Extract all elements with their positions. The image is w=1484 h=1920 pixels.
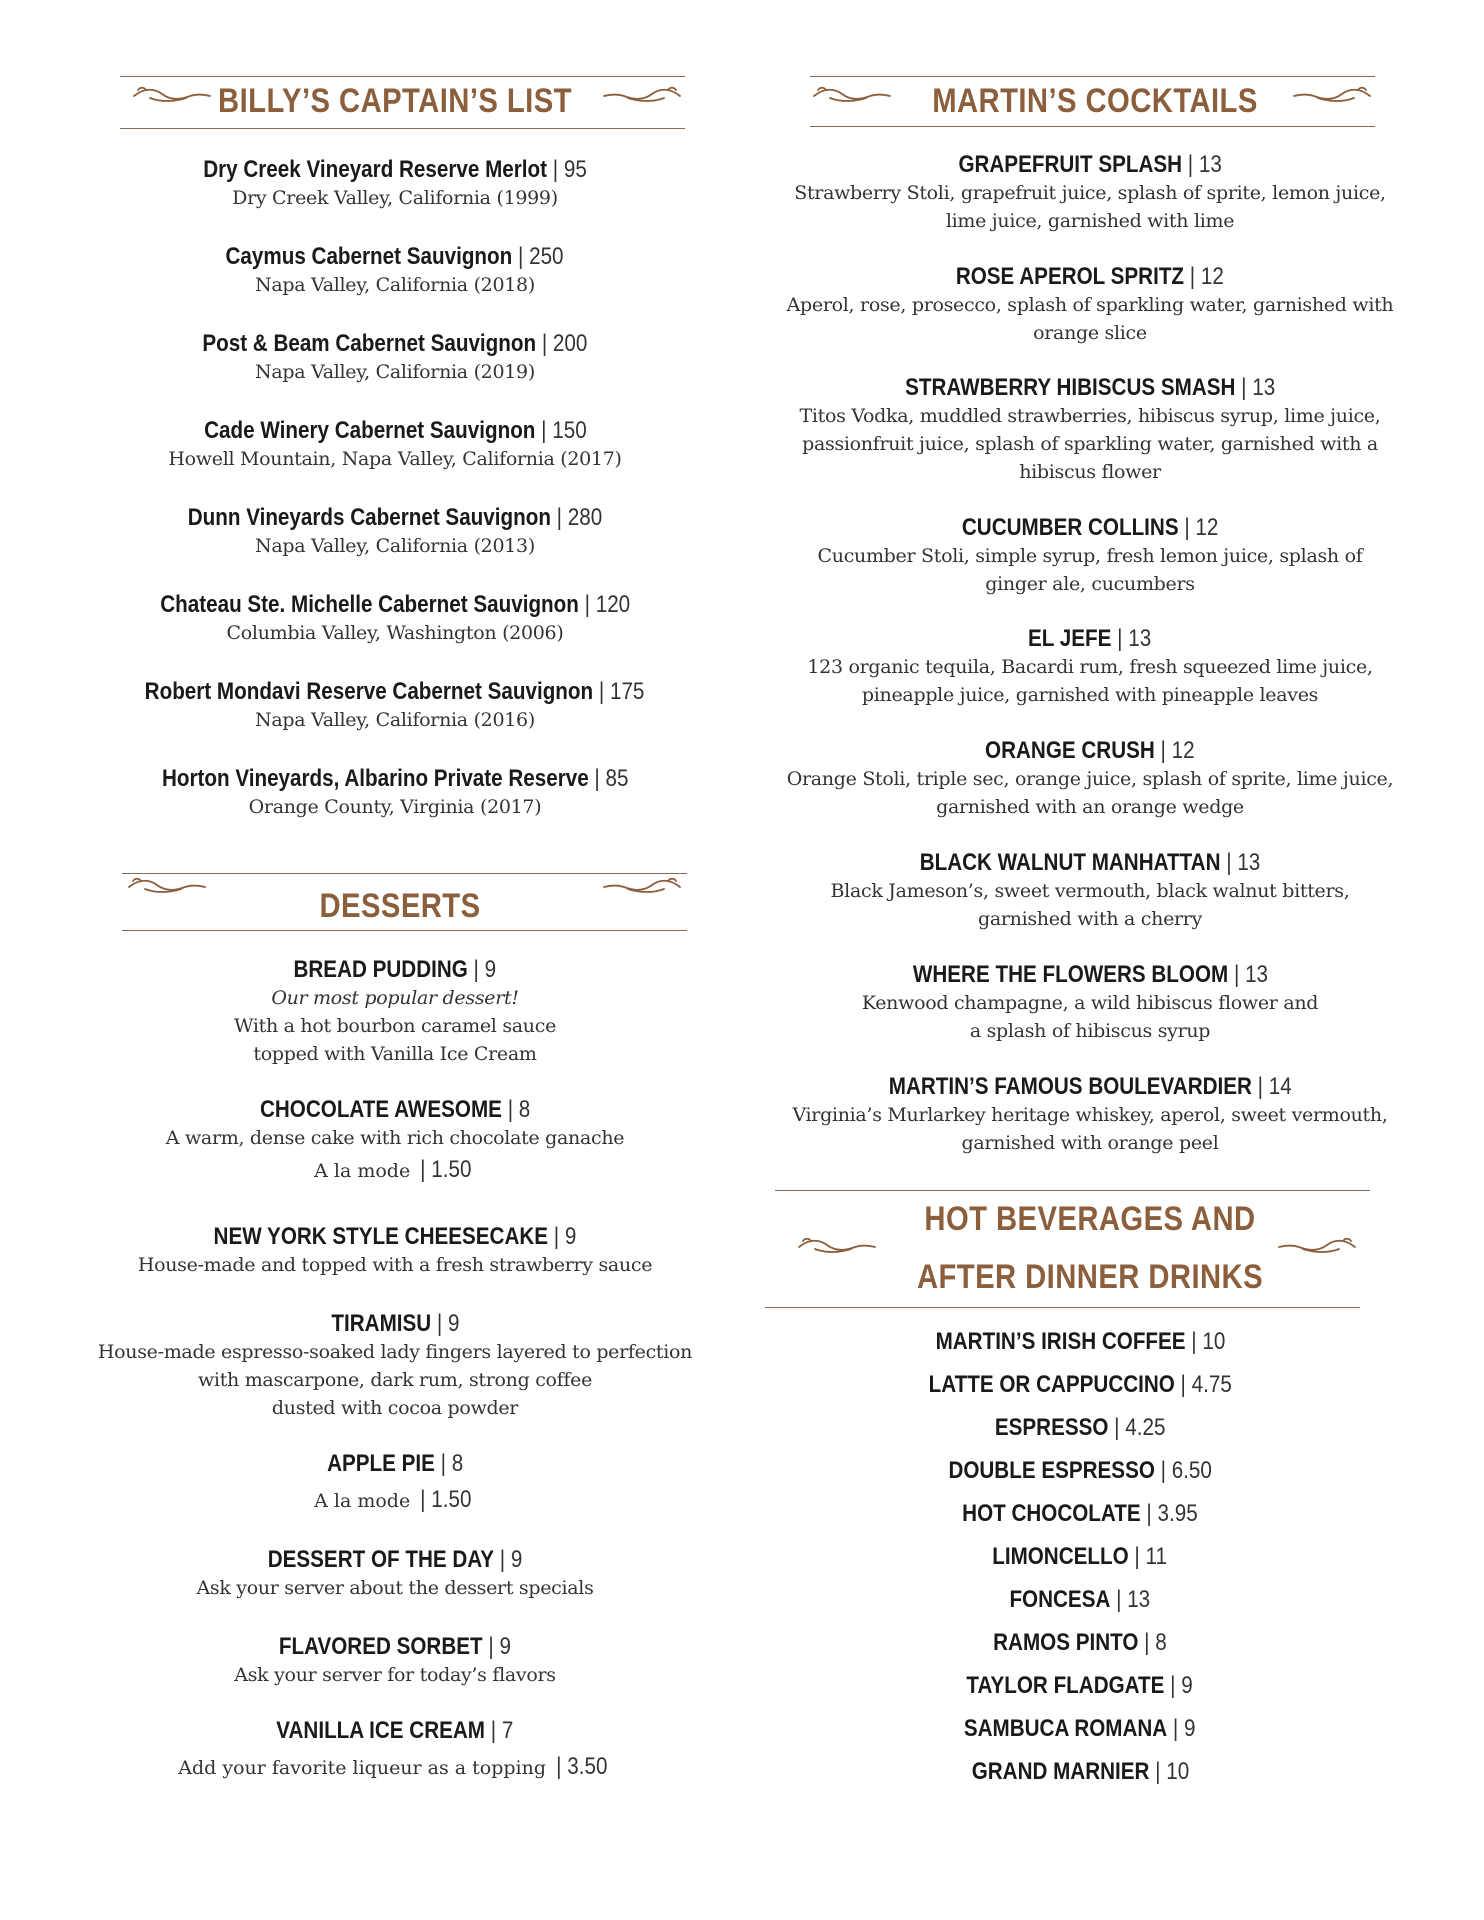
cocktail-item: BLACK WALNUT MANHATTAN | 13 Black Jameson’s, sweet vermouth, black walnut bitters, garnished with a cherry [760, 849, 1420, 933]
wine-origin: Howell Mountain, Napa Valley, California (2017) [168, 448, 622, 470]
dessert-desc: With a hot bourbon caramel sauce [233, 1015, 557, 1037]
beverage-name: RAMOS PINTO [993, 1629, 1139, 1656]
cocktail-name: STRAWBERRY HIBISCUS SMASH [904, 374, 1236, 401]
dessert-desc: topped with Vanilla Ice Cream [253, 1043, 537, 1065]
cocktail-desc: garnished with a cherry [977, 908, 1203, 930]
wine-price: 175 [610, 678, 645, 705]
captains-list-title: BILLY’S CAPTAIN’S LIST [218, 82, 572, 120]
cocktail-name: CUCUMBER COLLINS [961, 514, 1179, 541]
addon-price: 1.50 [431, 1486, 472, 1513]
dessert-item: APPLE PIE | 8 A la mode | 1.50 [314, 1450, 472, 1513]
addon-label: A la mode [314, 1490, 411, 1512]
dessert-item: NEW YORK STYLE CHEESECAKE | 9 House-made and topped with a fresh strawberry sauce [85, 1223, 705, 1279]
cocktail-price: 14 [1268, 1073, 1292, 1100]
cocktail-desc: hibiscus flower [1019, 461, 1161, 483]
header-rule-top [810, 76, 1375, 77]
beverage-name: FONCESA [1009, 1586, 1111, 1613]
dessert-item: TIRAMISU | 9 House-made espresso-soaked lady fingers layered to perfection with mascarpone, dark rum, strong coffee dusted with cocoa powder [55, 1310, 735, 1422]
beverage-name: MARTIN’S IRISH COFFEE [935, 1328, 1186, 1355]
cocktail-price: 13 [1244, 961, 1268, 988]
beverage-price: 9 [1181, 1672, 1194, 1699]
beverage-item: LATTE OR CAPPUCCINO | 4.75 [928, 1371, 1232, 1398]
cocktail-desc: passionfruit juice, splash of sparkling water, garnished with a [802, 433, 1378, 455]
cocktail-price: 13 [1237, 849, 1261, 876]
cocktail-name: ROSE APEROL SPRITZ [955, 263, 1185, 290]
wine-price: 150 [551, 417, 587, 444]
cocktail-desc: Cucumber Stoli, simple syrup, fresh lemon juice, splash of [817, 545, 1363, 567]
cocktail-price: 12 [1195, 514, 1219, 541]
cocktail-desc: Aperol, rose, prosecco, splash of sparkling water, garnished with [786, 294, 1394, 316]
beverage-price: 6.50 [1171, 1457, 1212, 1484]
wine-name: Horton Vineyards, Albarino Private Reserve [161, 765, 589, 792]
dessert-price: 9 [499, 1633, 512, 1660]
wine-item: Chateau Ste. Michelle Cabernet Sauvignon | 120 Columbia Valley, Washington (2006) [85, 591, 705, 647]
header-rule-top [120, 76, 685, 77]
dessert-price: 9 [564, 1223, 577, 1250]
cocktail-item: GRAPEFRUIT SPLASH | 13 Strawberry Stoli, grapefruit juice, splash of sprite, lemon juice, lime juice, garnished with lime [760, 151, 1420, 235]
wine-origin: Napa Valley, California (2019) [255, 361, 535, 383]
wine-name: Robert Mondavi Reserve Cabernet Sauvignon [145, 678, 594, 705]
cocktail-desc: ginger ale, cucumbers [985, 573, 1195, 595]
cocktail-item: STRAWBERRY HIBISCUS SMASH | 13 Titos Vodka, muddled strawberries, hibiscus syrup, lime juice, passionfruit juice, splash of sparkling water, garnished with a hibiscus flower [760, 374, 1420, 486]
dessert-desc: Ask your server for today’s flavors [234, 1664, 556, 1686]
hot-beverages-title-line1: HOT BEVERAGES AND [924, 1200, 1256, 1238]
header-rule-top [122, 873, 687, 874]
dessert-desc: House-made espresso-soaked lady fingers layered to perfection [97, 1341, 693, 1363]
dessert-note: Our most popular dessert! [271, 987, 519, 1009]
cocktail-desc: orange slice [1033, 322, 1147, 344]
wine-name: Post & Beam Cabernet Sauvignon [202, 330, 537, 357]
cocktail-desc: lime juice, garnished with lime [945, 210, 1235, 232]
cocktail-price: 12 [1201, 263, 1225, 290]
cocktail-item: WHERE THE FLOWERS BLOOM | 13 Kenwood champagne, a wild hibiscus flower and a splash of hibiscus syrup [760, 961, 1420, 1045]
header-rule-bottom [810, 126, 1375, 127]
cocktail-desc: garnished with an orange wedge [936, 796, 1244, 818]
flourish-right-icon [1275, 1235, 1359, 1259]
dessert-name: TIRAMISU [330, 1310, 431, 1337]
cocktail-name: EL JEFE [1028, 625, 1112, 652]
beverage-item: MARTIN’S IRISH COFFEE | 10 [935, 1328, 1225, 1355]
addon-price: 1.50 [431, 1156, 472, 1183]
wine-item: Robert Mondavi Reserve Cabernet Sauvignon | 175 Napa Valley, California (2016) [85, 678, 705, 734]
wine-price: 250 [529, 243, 565, 270]
wine-name: Cade Winery Cabernet Sauvignon [203, 417, 535, 444]
cocktail-name: WHERE THE FLOWERS BLOOM [912, 961, 1228, 988]
flourish-right-icon [600, 84, 684, 108]
dessert-name: VANILLA ICE CREAM [276, 1717, 486, 1744]
dessert-price: 9 [484, 956, 497, 983]
wine-origin: Napa Valley, California (2013) [255, 535, 535, 557]
cocktail-item: MARTIN’S FAMOUS BOULEVARDIER | 14 Virginia’s Murlarkey heritage whiskey, aperol, sweet vermouth, garnished with orange peel [760, 1073, 1420, 1157]
beverage-name: HOT CHOCOLATE [962, 1500, 1141, 1527]
wine-origin: Napa Valley, California (2018) [255, 274, 535, 296]
cocktail-price: 13 [1198, 151, 1222, 178]
dessert-price: 9 [510, 1546, 523, 1573]
dessert-name: APPLE PIE [326, 1450, 435, 1477]
beverage-price: 8 [1155, 1629, 1167, 1656]
desserts-title: DESSERTS [319, 887, 481, 925]
cocktail-item: ORANGE CRUSH | 12 Orange Stoli, triple sec, orange juice, splash of sprite, lime juice, garnished with an orange wedge [760, 737, 1420, 821]
addon-label: A la mode [314, 1160, 411, 1182]
beverage-price: 4.25 [1125, 1414, 1166, 1441]
beverage-item: LIMONCELLO | 11 [992, 1543, 1168, 1570]
dessert-price: 7 [502, 1717, 514, 1744]
header-rule-top [775, 1190, 1370, 1191]
cocktail-desc: a splash of hibiscus syrup [969, 1020, 1211, 1042]
cocktail-item: EL JEFE | 13 123 organic tequila, Bacardi rum, fresh squeezed lime juice, pineapple juice, garnished with pineapple leaves [760, 625, 1420, 709]
header-rule-bottom [765, 1307, 1360, 1308]
addon-price: 3.50 [567, 1753, 608, 1780]
wine-item: Dry Creek Vineyard Reserve Merlot | 95 Dry Creek Valley, California (1999) [85, 156, 705, 212]
dessert-desc: with mascarpone, dark rum, strong coffee [197, 1369, 593, 1391]
beverage-item: RAMOS PINTO | 8 [993, 1629, 1167, 1656]
dessert-item: CHOCOLATE AWESOME | 8 A warm, dense cake with rich chocolate ganache A la mode | 1.50 [85, 1096, 705, 1184]
desserts-header [85, 873, 705, 933]
beverage-item: ESPRESSO | 4.25 [994, 1414, 1166, 1441]
wine-origin: Columbia Valley, Washington (2006) [226, 622, 564, 644]
beverage-item: FONCESA | 13 [1009, 1586, 1151, 1613]
header-rule-bottom [122, 930, 687, 931]
beverage-name: TAYLOR FLADGATE [966, 1672, 1165, 1699]
wine-name: Chateau Ste. Michelle Cabernet Sauvignon [160, 591, 579, 618]
cocktail-name: ORANGE CRUSH [985, 737, 1155, 764]
beverage-price: 9 [1184, 1715, 1196, 1742]
wine-name: Dry Creek Vineyard Reserve Merlot [203, 156, 547, 183]
wine-origin: Dry Creek Valley, California (1999) [232, 187, 558, 209]
dessert-desc: A warm, dense cake with rich chocolate ganache [165, 1127, 625, 1149]
dessert-price: 8 [518, 1096, 531, 1123]
dessert-desc: dusted with cocoa powder [271, 1397, 519, 1419]
dessert-item: FLAVORED SORBET | 9 Ask your server for today’s flavors [85, 1633, 705, 1689]
cocktails-title: MARTIN’S COCKTAILS [932, 82, 1258, 120]
cocktail-desc: Kenwood champagne, a wild hibiscus flower and [861, 992, 1319, 1014]
dessert-item: DESSERT OF THE DAY | 9 Ask your server about the dessert specials [85, 1546, 705, 1602]
wine-name: Caymus Cabernet Sauvignon [225, 243, 513, 270]
dessert-name: CHOCOLATE AWESOME [259, 1096, 502, 1123]
beverage-price: 13 [1127, 1586, 1151, 1613]
wine-item: Cade Winery Cabernet Sauvignon | 150 Howell Mountain, Napa Valley, California (2017) [85, 417, 705, 473]
beverage-item: GRAND MARNIER | 10 [971, 1758, 1189, 1785]
beverage-price: 4.75 [1191, 1371, 1232, 1398]
cocktail-name: GRAPEFRUIT SPLASH [958, 151, 1182, 178]
hot-beverages-header [780, 1190, 1420, 1310]
flourish-right-icon [1290, 84, 1374, 108]
dessert-item: BREAD PUDDING | 9 Our most popular dessert! With a hot bourbon caramel sauce topped with Vanilla Ice Cream [85, 956, 705, 1068]
dessert-name: NEW YORK STYLE CHEESECAKE [213, 1223, 549, 1250]
cocktail-desc: Strawberry Stoli, grapefruit juice, splash of sprite, lemon juice, [794, 182, 1386, 204]
cocktail-item: ROSE APEROL SPRITZ | 12 Aperol, rose, prosecco, splash of sparkling water, garnished with orange slice [760, 263, 1420, 347]
cocktail-name: BLACK WALNUT MANHATTAN [919, 849, 1221, 876]
cocktail-desc: Titos Vodka, muddled strawberries, hibiscus syrup, lime juice, [799, 405, 1381, 427]
wine-price: 120 [595, 591, 630, 618]
cocktail-desc: Virginia’s Murlarkey heritage whiskey, aperol, sweet vermouth, [792, 1104, 1388, 1126]
cocktail-name: MARTIN’S FAMOUS BOULEVARDIER [888, 1073, 1252, 1100]
beverage-price: 10 [1165, 1758, 1189, 1785]
beverage-name: DOUBLE ESPRESSO [948, 1457, 1155, 1484]
beverage-item: DOUBLE ESPRESSO | 6.50 [948, 1457, 1212, 1484]
addon-label: Add your favorite liqueur as a topping [178, 1757, 547, 1779]
captains-list-header [85, 72, 705, 132]
beverage-name: LATTE OR CAPPUCCINO [928, 1371, 1175, 1398]
dessert-name: FLAVORED SORBET [278, 1633, 483, 1660]
wine-name: Dunn Vineyards Cabernet Sauvignon [187, 504, 551, 531]
cocktail-desc: 123 organic tequila, Bacardi rum, fresh squeezed lime juice, [807, 656, 1373, 678]
dessert-name: DESSERT OF THE DAY [267, 1546, 494, 1573]
cocktail-desc: Black Jameson’s, sweet vermouth, black walnut bitters, [830, 880, 1350, 902]
dessert-price: 8 [451, 1450, 464, 1477]
wine-item: Dunn Vineyards Cabernet Sauvignon | 280 Napa Valley, California (2013) [85, 504, 705, 560]
cocktail-item: CUCUMBER COLLINS | 12 Cucumber Stoli, simple syrup, fresh lemon juice, splash of ginger ale, cucumbers [760, 514, 1420, 598]
cocktail-price: 13 [1252, 374, 1276, 401]
wine-price: 200 [553, 330, 588, 357]
beverage-name: ESPRESSO [994, 1414, 1109, 1441]
beverage-name: SAMBUCA ROMANA [964, 1715, 1168, 1742]
cocktail-price: 13 [1128, 625, 1152, 652]
wine-origin: Napa Valley, California (2016) [255, 709, 535, 731]
wine-item: Post & Beam Cabernet Sauvignon | 200 Napa Valley, California (2019) [85, 330, 705, 386]
cocktail-desc: garnished with orange peel [961, 1132, 1219, 1154]
cocktail-price: 12 [1171, 737, 1195, 764]
beverage-price: 10 [1201, 1328, 1225, 1355]
dessert-desc: Ask your server about the dessert specials [196, 1577, 594, 1599]
beverage-item: TAYLOR FLADGATE | 9 [966, 1672, 1194, 1699]
wine-origin: Orange County, Virginia (2017) [248, 796, 542, 818]
beverage-name: LIMONCELLO [992, 1543, 1130, 1570]
dessert-desc: House-made and topped with a fresh strawberry sauce [137, 1254, 653, 1276]
dessert-item: VANILLA ICE CREAM | 7 Add your favorite liqueur as a topping | 3.50 [178, 1717, 608, 1780]
beverage-price: 11 [1145, 1543, 1168, 1570]
wine-price: 95 [563, 156, 587, 183]
wine-price: 280 [567, 504, 603, 531]
beverage-name: GRAND MARNIER [971, 1758, 1149, 1785]
cocktail-desc: pineapple juice, garnished with pineapple leaves [861, 684, 1319, 706]
flourish-right-icon [600, 875, 684, 899]
dessert-price: 9 [447, 1310, 460, 1337]
wine-item: Horton Vineyards, Albarino Private Reserve | 85 Orange County, Virginia (2017) [85, 765, 705, 821]
cocktail-desc: Orange Stoli, triple sec, orange juice, splash of sprite, lime juice, [786, 768, 1394, 790]
beverage-price: 3.95 [1157, 1500, 1198, 1527]
wine-item: Caymus Cabernet Sauvignon | 250 Napa Valley, California (2018) [85, 243, 705, 299]
beverage-item: SAMBUCA ROMANA | 9 [964, 1715, 1196, 1742]
dessert-name: BREAD PUDDING [293, 956, 468, 983]
header-rule-bottom [120, 128, 685, 129]
beverage-item: HOT CHOCOLATE | 3.95 [962, 1500, 1198, 1527]
hot-beverages-title-line2: AFTER DINNER DRINKS [916, 1258, 1264, 1296]
cocktails-header [780, 72, 1420, 132]
wine-price: 85 [605, 765, 629, 792]
